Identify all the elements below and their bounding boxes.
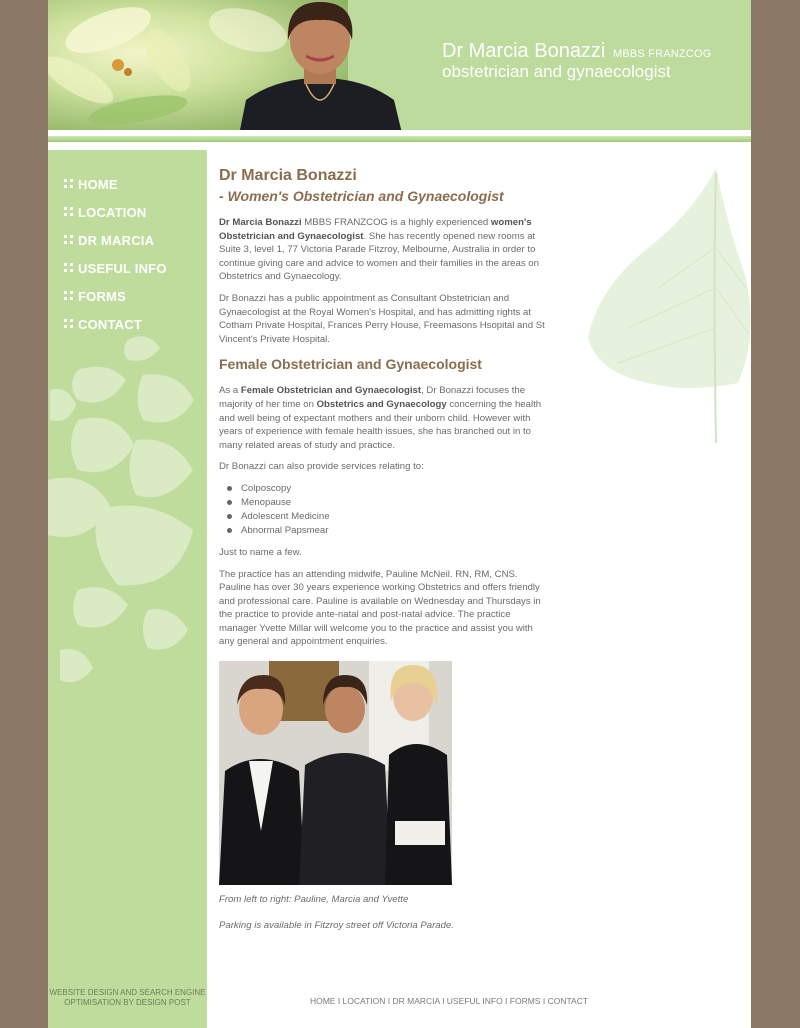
footer-link-home[interactable]: HOME — [309, 996, 336, 1006]
bullet-dots-icon — [64, 179, 74, 189]
list-item: Abnormal Papsmear — [241, 524, 549, 538]
bullet-dots-icon — [64, 291, 74, 301]
footer-separator: I — [540, 996, 548, 1006]
focus-text-1: As a — [219, 385, 241, 397]
header-subtitle: obstetrician and gynaecologist — [442, 62, 671, 81]
list-item: Adolescent Medicine — [241, 510, 549, 524]
footer-separator: I — [385, 996, 393, 1006]
bullet-dots-icon — [64, 207, 74, 217]
header-name — [442, 40, 712, 63]
intro-bold-name: Dr Marcia Bonazzi — [219, 217, 302, 228]
nav-item-useful-info[interactable] — [64, 254, 167, 282]
footer-nav — [219, 996, 679, 1006]
practice-paragraph: The practice has an attending midwife, Pauline McNeil. RN, RM, CNS. Pauline has over 30 years experience working Obstetrics and offers friendly and professional care. Pauline is available on Wednesday and Thursdays in the practice to provide ante-natal and post-natal advice. The practice manager Yvette Millar will welcome you to the practice and assist you with any general and appointment enquiries. — [219, 568, 541, 648]
footer-link-useful-info[interactable]: USEFUL INFO — [446, 996, 503, 1006]
nav-item-home[interactable] — [64, 170, 167, 198]
footer-link-contact[interactable]: CONTACT — [547, 996, 589, 1006]
name-a-few: Just to name a few. — [219, 546, 302, 558]
page-subtitle: - Women's Obstetrician and Gynaecologist — [219, 188, 504, 204]
nav-item-location[interactable] — [64, 198, 167, 226]
intro-bold-specialty: women's Obstetrician and Gynaecologist — [219, 217, 532, 242]
focus-text-3: concerning the health and well being of expectant mothers and their unborn child. However with years of experience with female health issues, she has branched out in to many related areas of study and practice. — [219, 398, 542, 451]
nav-link-home[interactable]: HOME — [78, 176, 118, 192]
services-list — [219, 482, 549, 538]
services-intro: Dr Bonazzi can also provide services relating to: — [219, 461, 424, 473]
nav-link-contact[interactable]: CONTACT — [78, 316, 142, 332]
main-nav — [64, 170, 167, 338]
bullet-dots-icon — [64, 235, 74, 245]
nav-link-location[interactable]: LOCATION — [78, 204, 147, 220]
focus-bold-1: Female Obstetrician and Gynaecologist — [240, 385, 422, 397]
footer-link-forms[interactable]: FORMS — [509, 996, 541, 1006]
bullet-dots-icon — [64, 319, 74, 329]
decorative-large-leaf — [588, 168, 751, 443]
header-credentials: MBBS FRANZCOG — [612, 48, 712, 60]
list-item: Colposcopy — [241, 482, 549, 496]
list-item: Menopause — [241, 496, 549, 510]
focus-bold-2: Obstetrics and Gynaecology — [316, 398, 447, 410]
team-photo — [219, 661, 452, 885]
focus-paragraph — [219, 384, 549, 452]
decorative-leaves — [48, 330, 207, 690]
header-stripe — [48, 130, 751, 150]
page — [48, 0, 751, 1028]
dr-marcia-portrait — [216, 0, 424, 150]
footer-separator: I — [502, 996, 510, 1006]
main-content — [219, 150, 549, 940]
sidebar — [48, 150, 207, 1028]
section-heading: Female Obstetrician and Gynaecologist — [219, 356, 482, 373]
header-name-text: Dr Marcia Bonazzi — [442, 40, 606, 62]
parking-note: Parking is available in Fitzroy street off Victoria Parade. — [219, 919, 454, 931]
focus-text-2: , Dr Bonazzi focuses the majority of her time on — [219, 385, 526, 410]
page-title: Dr Marcia Bonazzi — [219, 167, 357, 184]
design-credit[interactable]: WEBSITE DESIGN AND SEARCH ENGINE OPTIMISATION BY DESIGN POST — [49, 988, 206, 1007]
nav-link-useful-info[interactable]: USEFUL INFO — [78, 260, 167, 276]
photo-caption: From left to right: Pauline, Marcia and Yvette — [219, 894, 409, 906]
nav-item-dr-marcia[interactable] — [64, 226, 167, 254]
intro-text-2: . She has recently opened new rooms at Suite 3, level 1, 77 Victoria Parade Fitzroy, Melbourne, Australia in order to continue giving care and advice to women and their families in the areas on Obstetrics and Gynaecology. — [219, 230, 539, 283]
footer-separator: I — [439, 996, 447, 1006]
footer-link-dr-marcia[interactable]: DR MARCIA — [392, 996, 440, 1006]
intro-paragraph — [219, 216, 549, 284]
footer-link-location[interactable]: LOCATION — [342, 996, 386, 1006]
intro-text-1: MBBS FRANZCOG is a highly experienced — [301, 217, 491, 228]
appointments-paragraph: Dr Bonazzi has a public appointment as Consultant Obstetrician and Gynaecologist at the Royal Women's Hospital, and has admitting rights at Cotham Private Hospital, Frances Perry House, Freemasons Hsopital and St Vincent's Private Hospital. — [219, 292, 545, 345]
header-banner — [48, 0, 751, 150]
footer-separator: I — [335, 996, 343, 1006]
nav-link-forms[interactable]: FORMS — [78, 288, 126, 304]
nav-item-forms[interactable] — [64, 282, 167, 310]
nav-link-dr-marcia[interactable]: DR MARCIA — [78, 232, 155, 248]
bullet-dots-icon — [64, 263, 74, 273]
